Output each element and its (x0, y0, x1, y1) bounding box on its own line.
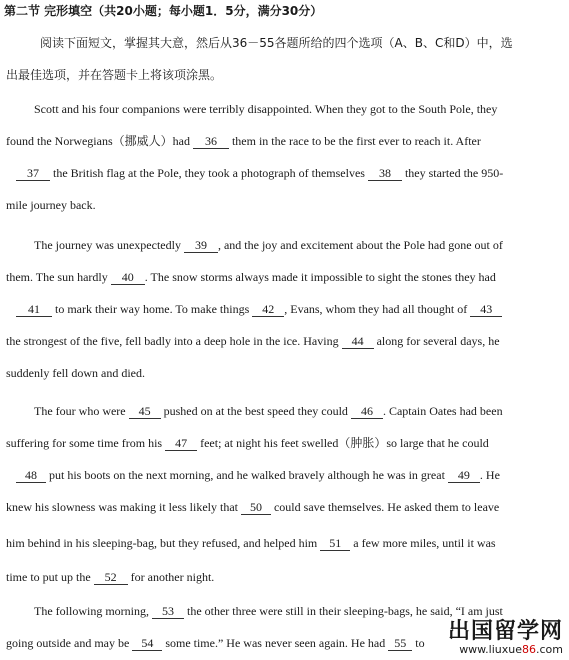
passage-line: 41 to mark their way home. To make things 42 , Evans, whom they had all thought of 43 (16, 302, 569, 317)
passage-line: going outside and may be 54 some time.” He was never seen again. He had 55 to (6, 636, 425, 650)
blank-36: 36 (193, 134, 229, 149)
blank-38: 38 (368, 166, 402, 181)
blank-40: 40 (111, 270, 145, 285)
passage-line: him behind in his sleeping-bag, but they refused, and helped him 51 a few more miles, until it was (6, 536, 496, 550)
instructions-line-1: 阅读下面短文，掌握其大意，然后从36－55各题所给的四个选项（A、B、C和D）中，选 (40, 36, 513, 50)
passage-line: suffering for some time from his 47 feet; at night his feet swelled（肿胀）so large that he could (6, 436, 489, 450)
passage-line: mile journey back. (6, 198, 96, 212)
blank-45: 45 (129, 404, 161, 419)
instructions-line-2: 出最佳选项，并在答题卡上将该项涂黑。 (6, 68, 223, 82)
watermark-url: www.liuxue86.com (459, 643, 563, 656)
blank-52: 52 (94, 570, 128, 585)
blank-41: 41 (16, 302, 52, 317)
site-watermark (448, 620, 563, 656)
blank-42: 42 (252, 302, 284, 317)
passage-line: knew his slowness was making it less likely that 50 could save themselves. He asked them to leave (6, 500, 500, 514)
passage-line: 48 put his boots on the next morning, and he walked bravely although he was in great 49 . He (16, 468, 569, 483)
blank-48: 48 (16, 468, 46, 483)
blank-47: 47 (165, 436, 197, 451)
blank-54: 54 (132, 636, 162, 651)
passage-line: Scott and his four companions were terribly disappointed. When they got to the South Pole, they (34, 102, 498, 116)
passage-line: The journey was unexpectedly 39 , and the joy and excitement about the Pole had gone out of (34, 238, 503, 252)
blank-43: 43 (470, 302, 502, 317)
passage-line: The four who were 45 pushed on at the best speed they could 46 . Captain Oates had been (34, 404, 503, 418)
blank-53: 53 (152, 604, 184, 619)
blank-49: 49 (448, 468, 480, 483)
passage-line: time to put up the 52 for another night. (6, 570, 215, 584)
passage-line: suddenly fell down and died. (6, 366, 145, 380)
section-header: 第二节 完形填空（共20小题；每小题1．5分，满分30分） (4, 4, 323, 18)
passage-line: them. The sun hardly 40 . The snow storms always made it impossible to sight the stones they had (6, 270, 496, 284)
blank-55: 55 (388, 636, 412, 651)
passage-line: found the Norwegians（挪威人）had 36 them in the race to be the first ever to reach it. After (6, 134, 481, 148)
passage-line: 37 the British flag at the Pole, they took a photograph of themselves 38 they started the 950- (16, 166, 569, 181)
blank-39: 39 (184, 238, 218, 253)
watermark-brand: 出国留学网 (447, 619, 563, 644)
blank-37: 37 (16, 166, 50, 181)
blank-46: 46 (351, 404, 383, 419)
passage-line: the strongest of the five, fell badly into a deep hole in the ice. Having 44 along for several days, he (6, 334, 500, 348)
blank-51: 51 (320, 536, 350, 551)
passage-line: The following morning, 53 the other three were still in their sleeping-bags, he said, “I am just (34, 604, 503, 618)
blank-50: 50 (241, 500, 271, 515)
blank-44: 44 (342, 334, 374, 349)
